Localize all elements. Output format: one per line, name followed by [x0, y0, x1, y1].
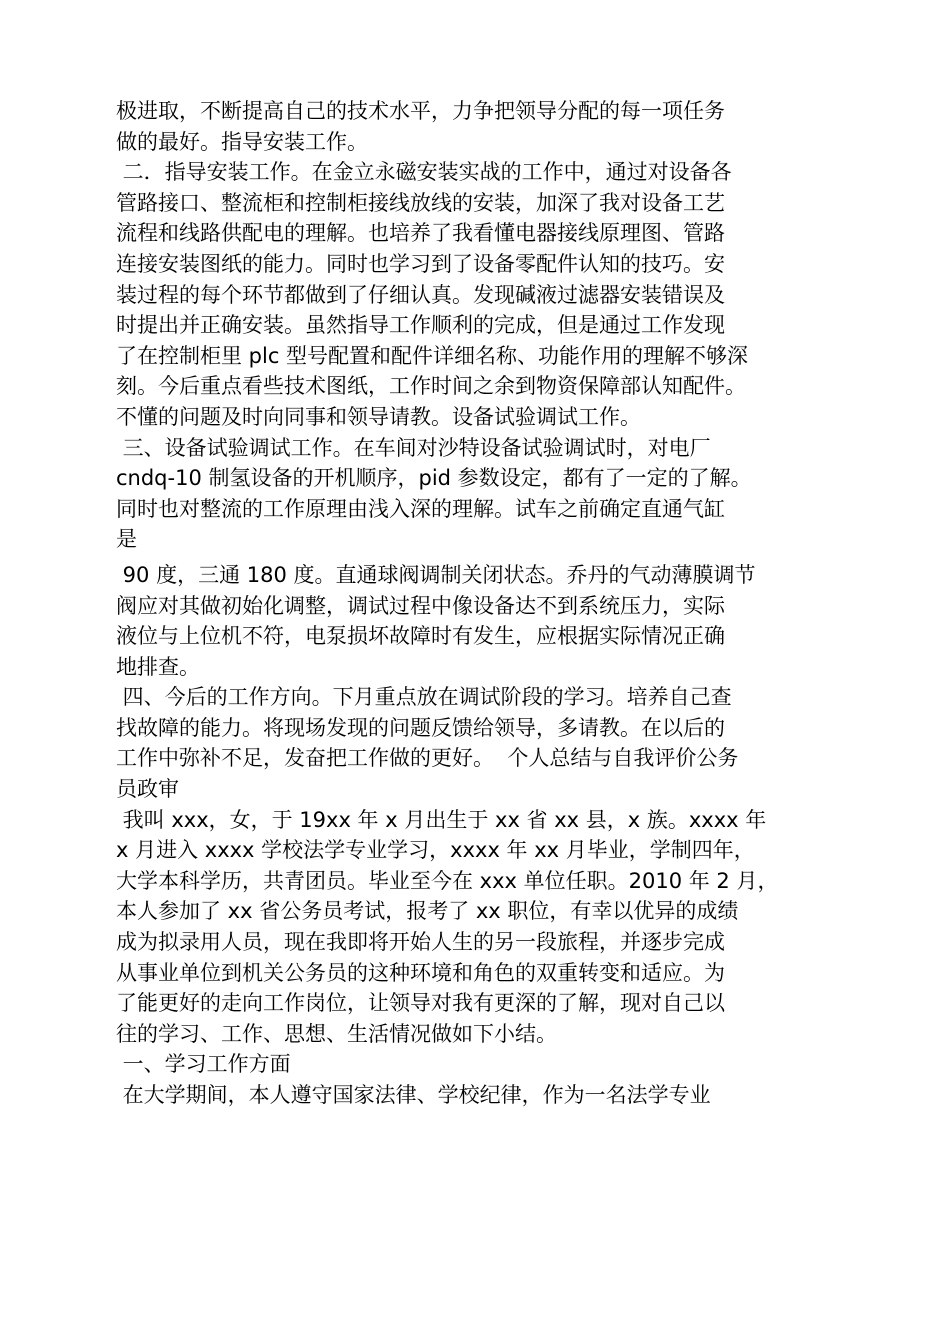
text-line: 往的学习、工作、思想、生活情况做如下小结。 [116, 1021, 557, 1046]
text-line: 90 度，三通 180 度。直通球阀调制关闭状态。乔丹的气动薄膜调节 [116, 562, 756, 587]
text-line: 工作中弥补不足，发奋把工作做的更好。 个人总结与自我评价公务 [116, 746, 739, 771]
document-body [116, 96, 856, 1111]
text-line: 成为拟录用人员，现在我即将开始人生的另一段旅程，并逐步完成 [116, 930, 725, 955]
text-line: 我叫 xxx，女，于 19xx 年 x 月出生于 xx 省 xx 县，x 族。xxxx 年 [116, 807, 767, 832]
text-line: 极进取，不断提高自己的技术水平，力争把领导分配的每一项任务 [116, 99, 725, 123]
text-line: 四、今后的工作方向。下月重点放在调试阶段的学习。培养自己查 [116, 685, 732, 710]
text-line: 本人参加了 xx 省公务员考试，报考了 xx 职位，有幸以优异的成绩 [116, 899, 739, 924]
text-line: 液位与上位机不符，电泵损坏故障时有发生，应根据实际情况正确 [116, 624, 725, 649]
text-line: 连接安装图纸的能力。同时也学习到了设备零配件认知的技巧。安 [116, 251, 725, 276]
text-line: 是 [116, 527, 137, 552]
text-line: 三、设备试验调试工作。在车间对沙特设备试验调试时，对电厂 [116, 435, 711, 460]
text-line: 了能更好的走向工作岗位，让领导对我有更深的了解，现对自己以 [116, 991, 725, 1016]
section-heading: 一、学习工作方面 [116, 1052, 291, 1077]
text-line: 管路接口、整流柜和控制柜接线放线的安装，加深了我对设备工艺 [116, 190, 725, 215]
text-line: x 月进入 xxxx 学校法学专业学习，xxxx 年 xx 月毕业，学制四年， [116, 838, 755, 863]
text-line: 流程和线路供配电的理解。也培养了我看懂电器接线原理图、管路 [116, 221, 725, 246]
text-line: 在大学期间，本人遵守国家法律、学校纪律，作为一名法学专业 [116, 1083, 711, 1107]
text-line: 做的最好。指导安装工作。 [116, 129, 368, 154]
text-line: 地排查。 [116, 654, 200, 679]
text-line: 时提出并正确安装。虽然指导工作顺利的完成，但是通过工作发现 [116, 313, 725, 338]
text-line: 找故障的能力。将现场发现的问题反馈给领导，多请教。在以后的 [116, 715, 725, 740]
text-line: 刻。今后重点看些技术图纸，工作时间之余到物资保障部认知配件。 [116, 374, 746, 399]
text-line: 装过程的每个环节都做到了仔细认真。发现碱液过滤器安装错误及 [116, 282, 725, 307]
text-line: 阀应对其做初始化调整，调试过程中像设备达不到系统压力，实际 [116, 593, 725, 618]
text-line: 从事业单位到机关公务员的这种环境和角色的双重转变和适应。为 [116, 960, 725, 985]
text-line: 了在控制柜里 plc 型号配置和配件详细名称、功能作用的理解不够深 [116, 343, 749, 368]
text-line: 大学本科学历，共青团员。毕业至今在 xxx 单位任职。2010 年 2 月， [116, 868, 779, 893]
text-line: 二．指导安装工作。在金立永磁安装实战的工作中，通过对设备各 [116, 160, 732, 185]
text-line: 员政审 [116, 777, 179, 802]
text-line: cndq-10 制氢设备的开机顺序，pid 参数设定，都有了一定的了解。 [116, 466, 752, 491]
text-line: 不懂的问题及时向同事和领导请教。设备试验调试工作。 [116, 404, 641, 429]
text-line: 同时也对整流的工作原理由浅入深的理解。试车之前确定直通气缸 [116, 496, 725, 521]
